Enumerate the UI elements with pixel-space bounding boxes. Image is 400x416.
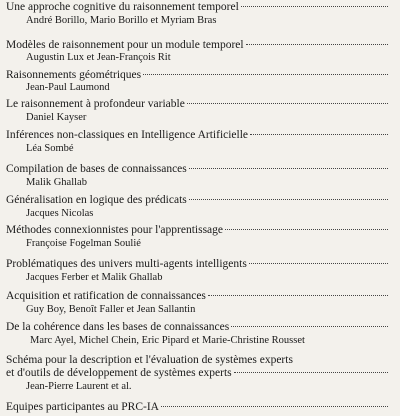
toc-entry-authors: Marc Ayel, Michel Chein, Eric Pipard et Marie-Christine Rousset (30, 335, 305, 346)
dot-leader (208, 295, 388, 296)
toc-entry-title: Equipes participantes au PRC-IA (6, 401, 390, 414)
dot-leader (187, 103, 388, 104)
toc-entry-title: Schéma pour la description et l'évaluation de systèmes experts (6, 354, 293, 366)
toc-entry-title: Raisonnements géométriques (6, 69, 390, 82)
toc-entry-authors: André Borillo, Mario Borillo et Myriam Bras (26, 15, 217, 26)
dot-leader (143, 74, 388, 75)
dot-leader (225, 229, 388, 230)
dot-leader (241, 6, 388, 7)
dot-leader (189, 168, 388, 169)
toc-entry-title: Acquisition et ratification de connaissances (6, 290, 390, 303)
toc-entry-title-continued: et d'outils de développement de systèmes experts (6, 367, 390, 380)
toc-entry-title: Méthodes connexionnistes pour l'apprentissage (6, 224, 390, 237)
toc-entry-authors: Daniel Kayser (26, 112, 87, 123)
toc-entry-authors: Jean-Paul Laumond (26, 82, 110, 93)
toc-entry-title: Une approche cognitive du raisonnement temporel (6, 1, 390, 14)
toc-entry-title: De la cohérence dans les bases de connaissances (6, 321, 390, 334)
toc-entry-authors: Jean-Pierre Laurent et al. (26, 381, 132, 392)
toc-entry-authors: Jacques Ferber et Malik Ghallab (26, 272, 163, 283)
toc-entry-title: Le raisonnement à profondeur variable (6, 98, 390, 111)
dot-leader (250, 134, 388, 135)
toc-entry-authors: Guy Boy, Benoît Faller et Jean Sallantin (26, 304, 196, 315)
dot-leader (161, 406, 388, 407)
toc-entry-authors: Françoise Fogelman Soulié (26, 238, 141, 249)
dot-leader (234, 372, 388, 373)
dot-leader (189, 199, 388, 200)
toc-entry-authors: Jacques Nicolas (26, 208, 94, 219)
toc-entry-title: Problématiques des univers multi-agents intelligents (6, 258, 390, 271)
toc-entry-authors: Augustin Lux et Jean-François Rit (26, 52, 171, 63)
dot-leader (231, 326, 388, 327)
toc-entry-title: Modèles de raisonnement pour un module temporel (6, 39, 390, 52)
toc-entry-title: Généralisation en logique des prédicats (6, 194, 390, 207)
toc-entry-authors: Malik Ghallab (26, 177, 87, 188)
dot-leader (249, 263, 388, 264)
toc-entry-title: Compilation de bases de connaissances (6, 163, 390, 176)
toc-entry-title: Inférences non-classiques en Intelligence Artificielle (6, 129, 390, 142)
toc-entry-authors: Léa Sombé (26, 143, 74, 154)
dot-leader (246, 44, 388, 45)
